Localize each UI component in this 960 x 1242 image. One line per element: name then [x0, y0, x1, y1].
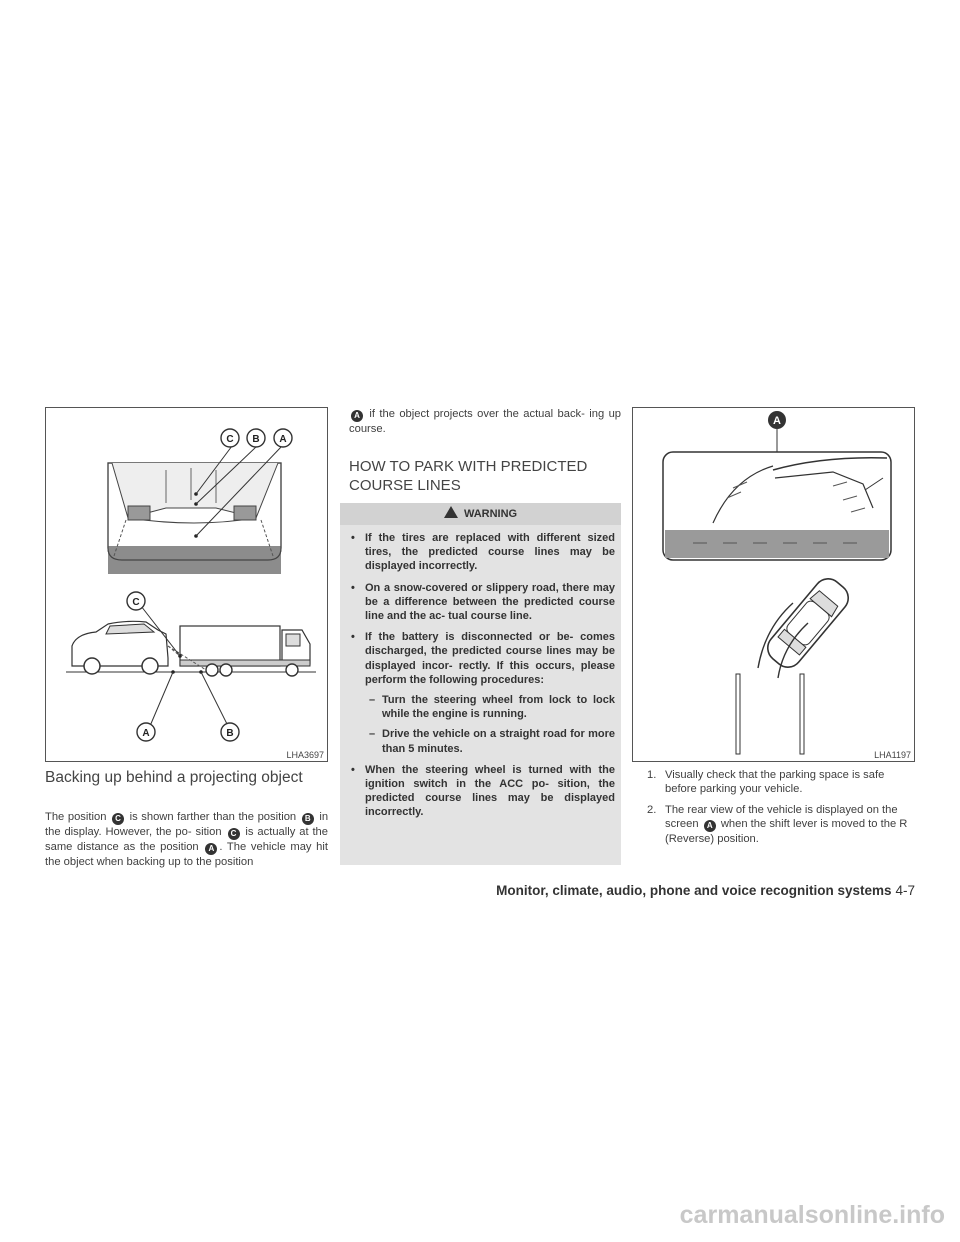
step-item	[647, 803, 915, 847]
marker-a-side: A	[142, 728, 150, 739]
section-heading-projecting: Backing up behind a projecting object	[45, 769, 303, 786]
warning-item: • When the steering wheel is turned with the ignition switch in the ACC po- sition, the predicted course lines may be displayed incorrectly.	[346, 763, 615, 820]
step-number: 2.	[647, 803, 657, 816]
step-number: 1.	[647, 769, 657, 781]
parking-illustration	[633, 408, 914, 761]
text: if the object projects over the actual back- ing up course.	[349, 408, 622, 435]
warning-icon	[444, 506, 458, 518]
marker-b: B	[302, 813, 314, 825]
marker-b-side: B	[226, 728, 234, 739]
marker-a: A	[351, 410, 363, 422]
warning-title: WARNING	[463, 508, 518, 520]
figure-projecting-object	[45, 407, 328, 762]
text: . The vehicle may hit the object when backing up to the position	[45, 841, 328, 868]
projecting-paragraph-part2	[349, 407, 621, 436]
parking-steps	[647, 768, 915, 852]
marker-c: C	[112, 813, 124, 825]
text: is shown farther than the position	[129, 811, 297, 823]
marker-c-side: C	[132, 597, 140, 608]
text: in the display. However, the po- sition	[45, 811, 329, 838]
warning-list	[340, 525, 621, 820]
step-text: Visually check that the parking space is safe before parking your vehicle.	[665, 769, 885, 796]
marker-c: C	[228, 828, 240, 840]
warning-box	[340, 503, 621, 865]
figure-code: LHA3697	[286, 750, 324, 760]
warning-item: • On a snow-covered or slippery road, there may be a difference between the predicted course line and the ac- tual course line.	[346, 581, 615, 624]
warning-sublist	[365, 687, 615, 756]
page-number: 4-7	[895, 883, 915, 898]
text: is actually at the same distance as the position	[45, 826, 329, 853]
watermark: carmanualsonline.info	[679, 1201, 945, 1229]
marker-a-figure: A	[773, 415, 781, 427]
warning-header	[340, 503, 621, 525]
figure-predicted-course	[632, 407, 915, 762]
warning-item	[346, 630, 615, 756]
marker-c-top: C	[226, 434, 234, 445]
step-text: when the shift lever is moved to the R (Reverse) position.	[665, 817, 908, 845]
marker-a: A	[704, 820, 716, 832]
chapter-title: Monitor, climate, audio, phone and voice recognition systems	[496, 883, 892, 898]
step-text: The rear view of the vehicle is displayed on the screen	[665, 803, 898, 830]
warning-item: • If the tires are replaced with different sized tires, the predicted course lines may be displayed incorrectly.	[346, 531, 615, 574]
page-footer	[496, 883, 915, 898]
figure-code: LHA1197	[874, 750, 911, 760]
section-heading-predicted: HOW TO PARK WITH PREDICTED COURSE LINES	[349, 458, 588, 494]
camera-view-illustration	[46, 408, 327, 761]
text: The position	[45, 811, 107, 823]
warning-item-text: If the battery is disconnected or be- comes discharged, the predicted course lines may be displayed incor- rectly. If this occurs, please perform the following procedures:	[365, 631, 615, 686]
marker-a-top: A	[279, 434, 287, 445]
projecting-paragraph-part1	[45, 810, 328, 869]
warning-subitem: – Drive the vehicle on a straight road for more than 5 minutes.	[365, 727, 615, 755]
step-item	[647, 768, 915, 797]
warning-subitem: – Turn the steering wheel from lock to lock while the engine is running.	[365, 693, 615, 721]
marker-b-top: B	[252, 434, 260, 445]
marker-a: A	[205, 843, 217, 855]
